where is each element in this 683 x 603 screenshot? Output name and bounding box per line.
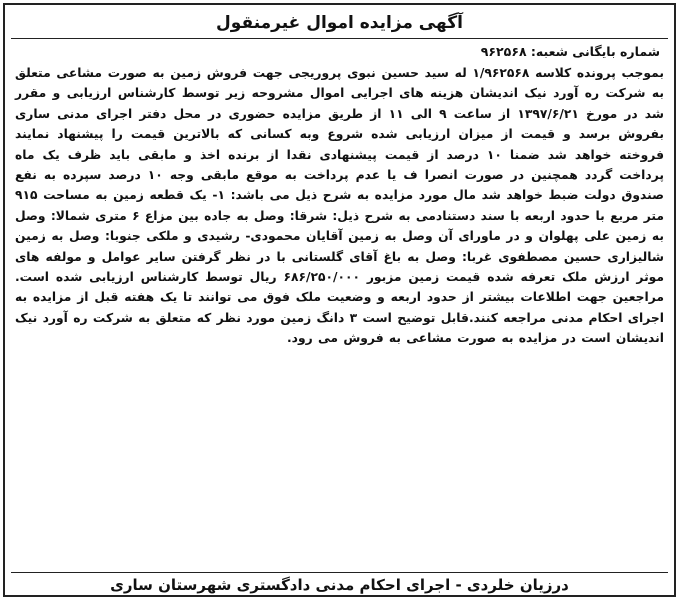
- archive-number: شماره بایگانی شعبه: ۹۶۲۵۶۸: [480, 44, 660, 59]
- notice-body: بموجب پرونده کلاسه ۱/۹۶۲۵۶۸ له سید حسین نبوی پروریجی جهت فروش زمین به صورت مشاعی متعلق به شرکت ره آورد نیک اندیشان هزینه های اجرایی اموال مشروحه زیر توسط کارشناس ارزیابی و مقرر شد در مورخ ۱۳۹۷/۶/۲۱ از ساعت ۹ الی ۱۱ از طریق مزایده حضوری در محل دفتر اجرای مدنی ساری بفروش برسد و قیمت از میزان ارزیابی شده شروع وبه کسانی که بالاترین قیمت را پیشنهاد نمایند فروخته خواهد شد ضمنا ۱۰ درصد از قیمت پیشنهادی نقدا از برنده اخذ و مابقی باید ظرف یک ماه پرداخت گردد همچنین در صورت انصرا ف یا عدم پرداخت به موقع مابقی وجه ۱۰ درصد سپرده به نفع صندوق دولت ضبط خواهد شد مال مورد مزایده به شرح ذیل می باشد: ۱- یک قطعه زمین به مساحت ۹۱۵ متر مربع با حدود اربعه با سند دستنادمی به شرح ذیل: شرقا: وصل به جاده بین مزاع ۶ متری شمالا: وصل به زمین علی پهلوان و در ماورای آن وصل به زمین آقایان محمودی- رشیدی و ملکی جنوبا: وصل به زمین شالیزاری حسین مصطفوی غربا: وصل به باغ آقای گلستانی با در نظر گرفتن سایر عوامل و مولفه های موثر ارزش ملک تعرفه شده قیمت زمین مزبور ۶۸۶/۲۵۰/۰۰۰ ریال توسط کارشناس ارزیابی شده است. مراجعین جهت اطلاعات بیشتر از حدود اربعه و وضعیت ملک فوق می توانند تا یک هفته قبل از مزایده به اجرای احکام مدنی مراجعه کنند.قابل توضیح است ۳ دانگ زمین مورد نظر که متعلق به شرکت ره آورد نیک اندیشان است در مزایده به صورت مشاعی به فروش می رود.: [15, 66, 665, 346]
- notice-frame: [3, 3, 676, 597]
- footer-divider: [11, 572, 668, 573]
- title-divider: [11, 38, 668, 39]
- notice-title: آگهی مزایده اموال غیرمنقول: [216, 13, 463, 33]
- notice-signature: درزیان خلردی - اجرای احکام مدنی دادگستری شهرستان ساری: [110, 576, 569, 594]
